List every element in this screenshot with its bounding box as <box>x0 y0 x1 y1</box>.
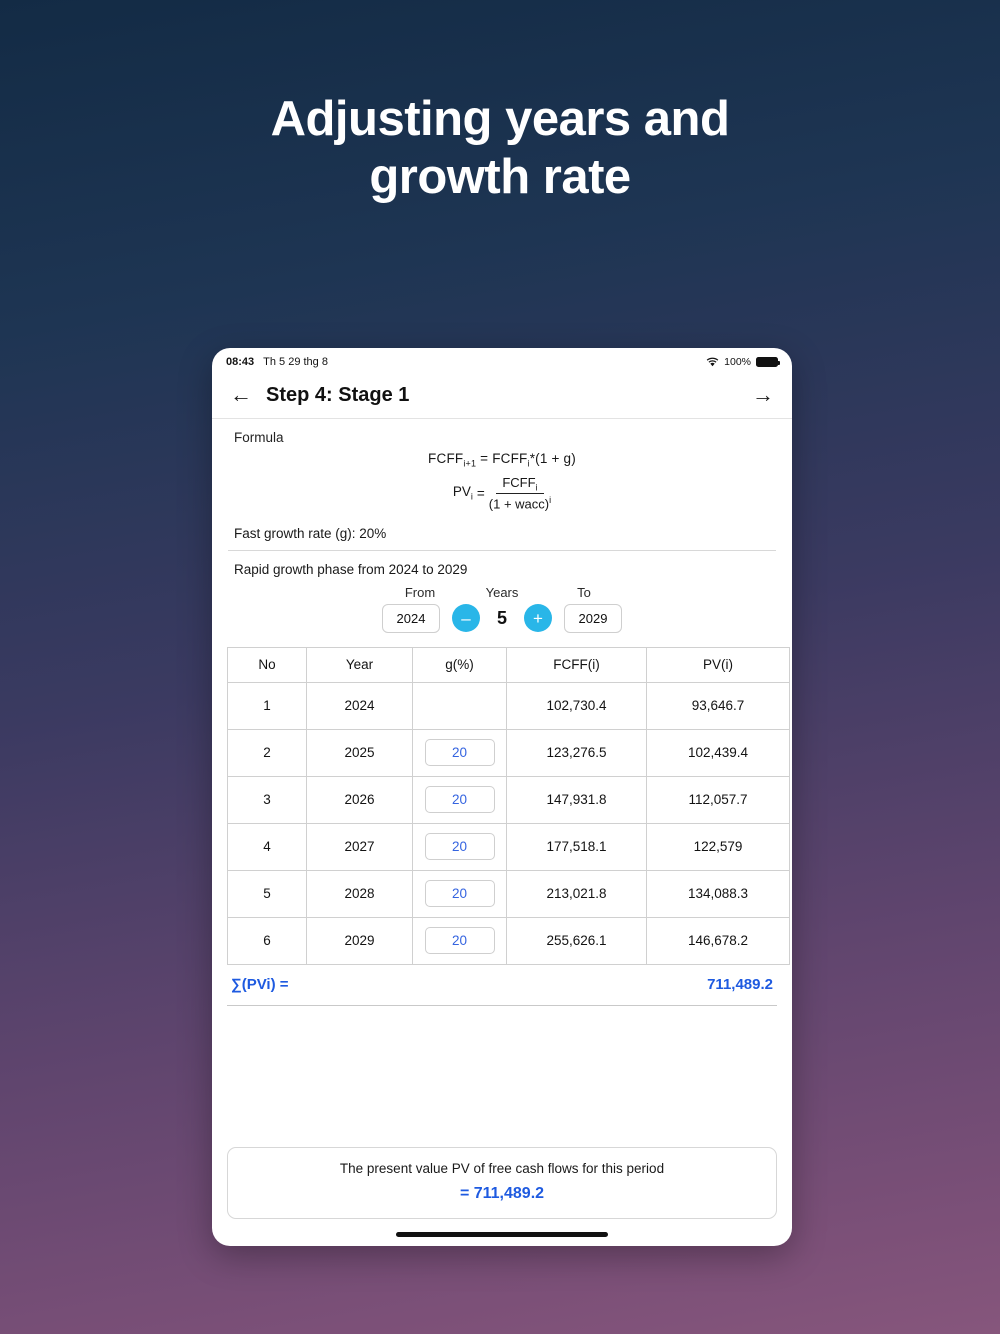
cell-no: 3 <box>228 776 307 823</box>
home-indicator[interactable] <box>396 1232 608 1237</box>
cell-pv: 122,579 <box>647 823 790 870</box>
cell-fcff: 102,730.4 <box>507 682 647 729</box>
formula-equals-sign: = <box>476 485 485 501</box>
from-year-input[interactable]: 2024 <box>382 604 440 633</box>
battery-icon <box>756 357 778 367</box>
column-header-year: Year <box>307 647 413 682</box>
section-divider <box>228 550 776 551</box>
cell-pv: 146,678.2 <box>647 917 790 964</box>
growth-rate-input[interactable]: 20 <box>425 833 495 860</box>
years-value: 5 <box>496 607 507 628</box>
page-headline <box>0 90 1000 206</box>
cell-pv: 93,646.7 <box>647 682 790 729</box>
cell-year: 2026 <box>307 776 413 823</box>
formula-fraction <box>489 475 551 512</box>
growth-rate-input[interactable]: 20 <box>425 739 495 766</box>
cell-year: 2029 <box>307 917 413 964</box>
table-row <box>228 917 790 964</box>
formula-sub-i: i <box>527 458 530 469</box>
cell-growth <box>413 682 507 729</box>
column-header-no: No <box>228 647 307 682</box>
to-year-input[interactable]: 2029 <box>564 604 622 633</box>
app-nav-bar <box>212 372 792 419</box>
table-row <box>228 776 790 823</box>
sum-value: 711,489.2 <box>707 976 773 994</box>
cell-growth <box>413 729 507 776</box>
result-card <box>227 1147 777 1219</box>
result-value: = 711,489.2 <box>459 1185 545 1202</box>
sum-label: ∑(PVi) = <box>231 976 289 994</box>
stepper-headers <box>392 585 612 600</box>
headline-line-1: Adjusting years and <box>270 92 730 146</box>
cell-no: 4 <box>228 823 307 870</box>
page-title: Step 4: Stage 1 <box>266 383 410 406</box>
cell-growth <box>413 870 507 917</box>
status-time: 08:43 <box>226 356 255 368</box>
years-label: Years <box>485 584 519 600</box>
formula-label: Formula <box>234 430 284 445</box>
cell-fcff: 177,518.1 <box>507 823 647 870</box>
cell-fcff: 255,626.1 <box>507 917 647 964</box>
growth-rate-input[interactable]: 20 <box>425 880 495 907</box>
cell-fcff: 147,931.8 <box>507 776 647 823</box>
fast-growth-rate-line: Fast growth rate (g): 20% <box>234 525 387 541</box>
cell-growth <box>413 917 507 964</box>
sum-row-wrapper <box>227 965 777 1006</box>
tablet-device-frame <box>212 348 792 1246</box>
cell-growth <box>413 776 507 823</box>
cell-year: 2025 <box>307 729 413 776</box>
table-row <box>228 823 790 870</box>
cell-year: 2024 <box>307 682 413 729</box>
formula-fcff-text: FCFF <box>428 451 464 466</box>
cell-no: 6 <box>228 917 307 964</box>
growth-rate-input[interactable]: 20 <box>425 786 495 813</box>
column-header-pv: PV(i) <box>647 647 790 682</box>
cell-pv: 112,057.7 <box>647 776 790 823</box>
wifi-icon <box>706 357 719 367</box>
formula-pv-label: $PV_i$ <box>452 484 473 502</box>
arrow-left-icon[interactable]: ← <box>230 382 252 407</box>
decrease-years-button[interactable]: – <box>452 604 480 632</box>
column-header-g: g(%) <box>413 647 507 682</box>
cell-growth <box>413 823 507 870</box>
formula-equals-fcff: = FCFF <box>476 451 528 466</box>
cell-year: 2027 <box>307 823 413 870</box>
table-row <box>228 870 790 917</box>
screen-content <box>212 419 792 1246</box>
cell-no: 2 <box>228 729 307 776</box>
to-label: To <box>577 584 591 600</box>
formula-sub-i1: i+1 <box>463 458 477 469</box>
battery-percent-label: 100% <box>724 356 751 368</box>
cell-year: 2028 <box>307 870 413 917</box>
status-bar <box>212 348 792 372</box>
cell-no: 5 <box>228 870 307 917</box>
arrow-right-icon[interactable]: → <box>752 382 774 407</box>
years-stepper-block <box>226 585 778 633</box>
column-header-fcff: FCFF(i) <box>507 647 647 682</box>
cell-pv: 134,088.3 <box>647 870 790 917</box>
growth-rate-input[interactable]: 20 <box>425 927 495 954</box>
formula-line-1 <box>428 451 576 469</box>
table-row <box>228 682 790 729</box>
result-description: The present value PV of free cash flows for this period <box>339 1161 665 1176</box>
rapid-growth-phase-line: Rapid growth phase from 2024 to 2029 <box>234 561 468 577</box>
cell-pv: 102,439.4 <box>647 729 790 776</box>
formula-line-2 <box>428 475 576 512</box>
table-row <box>228 729 790 776</box>
formula-numerator: $FCFF_i$ <box>496 475 543 495</box>
increase-years-button[interactable]: + <box>524 604 552 632</box>
formula-block <box>226 445 778 516</box>
formula-growth-term: *(1 + g) <box>529 451 576 466</box>
sum-row <box>227 965 777 1005</box>
status-date: Th 5 29 thg 8 <box>263 356 328 368</box>
cell-fcff: 213,021.8 <box>507 870 647 917</box>
formula-denominator: (1 + wacc)$^i$ <box>488 495 552 512</box>
cell-no: 1 <box>228 682 307 729</box>
cell-fcff: 123,276.5 <box>507 729 647 776</box>
headline-line-2: growth rate <box>369 150 631 204</box>
table-header-row <box>228 647 790 682</box>
cash-flow-table <box>227 647 790 965</box>
from-label: From <box>404 584 436 600</box>
